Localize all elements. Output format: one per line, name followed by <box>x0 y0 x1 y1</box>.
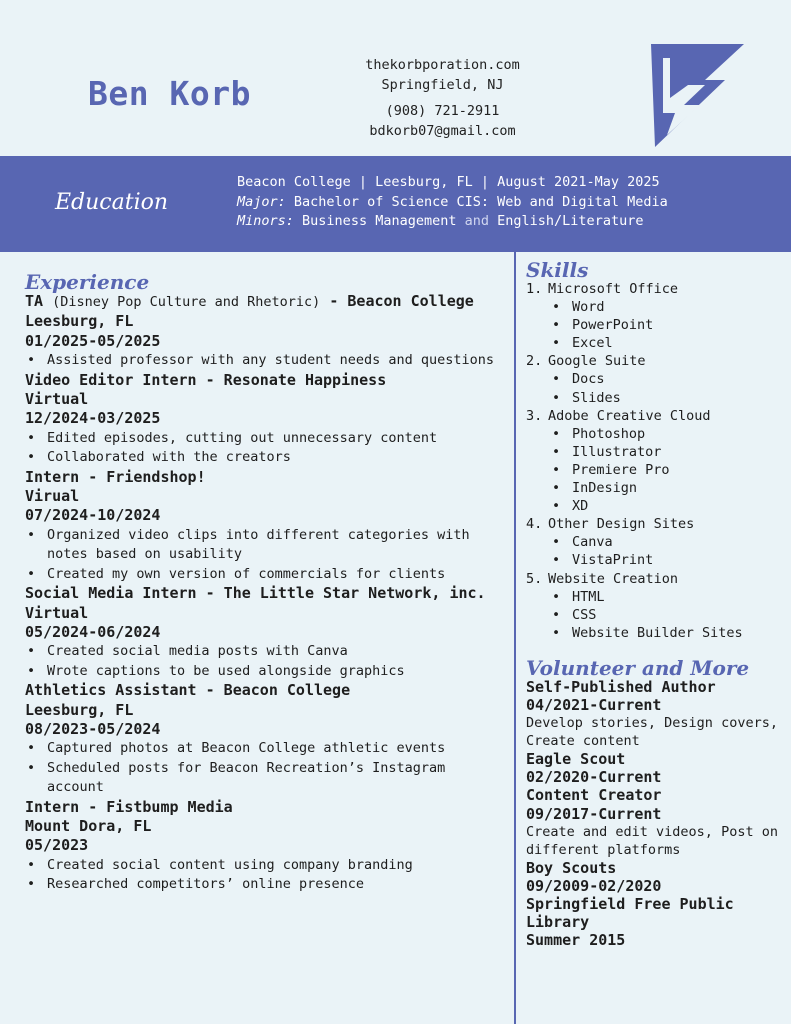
job-bullets <box>25 351 510 370</box>
job-bullets <box>25 429 510 468</box>
job-bullet: • Scheduled posts for Beacon Recreation’s Instagram account <box>25 759 510 798</box>
job-title <box>25 292 510 312</box>
education-minors-line <box>237 213 643 229</box>
volunteer-entry-desc: Create and edit videos, Post on different platforms <box>526 823 778 858</box>
job-location: Leesburg, FL <box>25 312 134 331</box>
skill-group-name: Microsoft Office <box>548 281 679 297</box>
skill-item: • HTML <box>548 588 788 606</box>
job-bullet: • Captured photos at Beacon College athletic events <box>25 739 510 758</box>
major-value: Bachelor of Science CIS: Web and Digital Media <box>293 194 668 210</box>
job-dates: 07/2024-10/2024 <box>25 506 161 525</box>
volunteer-entry <box>526 786 788 858</box>
skill-group-number: 2. <box>526 353 543 370</box>
volunteer-entry-title: Springfield Free Public Library <box>526 895 734 932</box>
job-entry <box>25 798 510 895</box>
job-dates: 05/2024-06/2024 <box>25 622 161 641</box>
job-bullet: • Created social content using company branding <box>25 856 510 875</box>
job-bullets <box>25 739 510 797</box>
skill-item: • Slides <box>548 389 788 407</box>
skill-group <box>526 352 788 406</box>
job-title: Video Editor Intern - Resonate Happiness <box>25 370 387 389</box>
volunteer-entry <box>526 678 788 750</box>
job-title: Social Media Intern - The Little Star Network, inc. <box>25 584 486 603</box>
job-entry <box>25 584 510 681</box>
volunteer-entry-dates: 09/2017-Current <box>526 804 662 823</box>
job-bullet: • Organized video clips into different categories with notes based on usability <box>25 526 510 565</box>
job-bullets <box>25 526 510 584</box>
right-column <box>526 260 788 949</box>
volunteer-entry-dates: 04/2021-Current <box>526 695 662 714</box>
candidate-name: Ben Korb <box>88 74 251 113</box>
email: bdkorb07@gmail.com <box>369 123 516 139</box>
skill-item: • Photoshop <box>548 425 788 443</box>
job-dates: 08/2023-05/2024 <box>25 719 161 738</box>
job-bullet: • Created my own version of commercials for clients <box>25 565 510 584</box>
skill-group <box>526 280 788 352</box>
skill-group-number: 3. <box>526 407 543 424</box>
job-dates: 12/2024-03/2025 <box>25 409 161 428</box>
job-bullet: • Assisted professor with any student needs and questions <box>25 351 510 370</box>
job-dates: 01/2025-05/2025 <box>25 331 161 350</box>
minors-label: Minors: <box>237 213 294 229</box>
job-location: Virual <box>25 487 80 506</box>
job-location: Virtual <box>25 603 89 622</box>
volunteer-entry-title: Self-Published Author <box>526 677 716 696</box>
skill-item: • Website Builder Sites <box>548 624 788 642</box>
volunteer-entry-dates: 09/2009-02/2020 <box>526 876 662 895</box>
education-title: Education <box>55 190 169 215</box>
skill-item: • InDesign <box>548 479 788 497</box>
volunteer-title: Volunteer and More <box>526 655 750 680</box>
minors-value-a: Business Management <box>302 213 457 229</box>
job-title-course: (Disney Pop Culture and Rhetoric) <box>52 294 321 310</box>
volunteer-entry <box>526 895 788 949</box>
education-school-line: Beacon College | Leesburg, FL | August 2021-May 2025 <box>237 174 660 190</box>
skill-item: • Word <box>548 298 788 316</box>
job-bullet: • Collaborated with the creators <box>25 448 510 467</box>
resume-header <box>0 0 791 156</box>
skill-items <box>548 588 788 642</box>
skills-list <box>526 280 788 642</box>
location: Springfield, NJ <box>381 77 504 93</box>
skill-group-name: Adobe Creative Cloud <box>548 407 711 424</box>
job-entry <box>25 371 510 468</box>
skills-title: Skills <box>526 258 589 282</box>
phone: (908) 721-2911 <box>385 103 500 119</box>
skill-items <box>548 370 788 406</box>
job-bullets <box>25 856 510 895</box>
website: thekorbporation.com <box>365 57 520 73</box>
skill-item: • VistaPrint <box>548 551 788 569</box>
volunteer-entry-title: Eagle Scout <box>526 750 626 769</box>
skill-group-number: 5. <box>526 570 543 587</box>
skill-group-number: 4. <box>526 516 543 533</box>
volunteer-entry-title: Boy Scouts <box>526 858 617 877</box>
skill-item: • PowerPoint <box>548 316 788 334</box>
volunteer-entry-desc: Develop stories, Design covers, Create content <box>526 715 778 750</box>
skill-group <box>526 407 788 516</box>
job-bullet: • Edited episodes, cutting out unnecessary content <box>25 429 510 448</box>
skill-item: • CSS <box>548 606 788 624</box>
minors-value-b: English/Literature <box>497 213 644 229</box>
skill-group-name: Google Suite <box>548 353 646 370</box>
column-divider <box>514 252 516 1024</box>
job-bullet: • Wrote captions to be used alongside graphics <box>25 662 510 681</box>
education-major-line <box>237 194 668 210</box>
skill-items <box>548 298 788 352</box>
skill-items <box>548 425 788 515</box>
job-bullet: • Researched competitors’ online presence <box>25 875 510 894</box>
skill-group-name: Other Design Sites <box>548 516 695 533</box>
skill-group <box>526 570 788 642</box>
job-title: Athletics Assistant - Beacon College <box>25 681 351 700</box>
job-location: Leesburg, FL <box>25 700 134 719</box>
skill-item: • XD <box>548 497 788 515</box>
skill-items <box>548 533 788 569</box>
job-bullets <box>25 642 510 681</box>
job-bullet: • Created social media posts with Canva <box>25 642 510 661</box>
job-title-org: - Beacon College <box>329 292 474 310</box>
job-entry <box>25 292 510 371</box>
job-title-main: TA <box>25 292 44 310</box>
experience-section <box>25 272 510 895</box>
skill-item: • Canva <box>548 533 788 551</box>
volunteer-entry-dates: Summer 2015 <box>526 931 626 950</box>
skill-item: • Illustrator <box>548 443 788 461</box>
job-location: Virtual <box>25 390 89 409</box>
job-entry <box>25 681 510 797</box>
skill-item: • Excel <box>548 334 788 352</box>
job-title: Intern - Friendshop! <box>25 467 206 486</box>
volunteer-entry <box>526 750 788 786</box>
lightning-k-logo-icon <box>650 43 745 148</box>
job-title: Intern - Fistbump Media <box>25 797 233 816</box>
major-label: Major: <box>237 194 286 210</box>
job-location: Mount Dora, FL <box>25 816 152 835</box>
volunteer-entry-dates: 02/2020-Current <box>526 768 662 787</box>
skill-item: • Premiere Pro <box>548 461 788 479</box>
skill-group-name: Website Creation <box>548 570 679 587</box>
volunteer-entry-title: Content Creator <box>526 786 662 805</box>
job-dates: 05/2023 <box>25 836 89 855</box>
volunteer-entry <box>526 859 788 895</box>
experience-title: Experience <box>25 270 150 294</box>
skill-item: • Docs <box>548 370 788 388</box>
job-entry <box>25 468 510 584</box>
skill-group <box>526 515 788 569</box>
minors-and: and <box>464 213 490 229</box>
skill-group-number: 1. <box>526 281 543 297</box>
